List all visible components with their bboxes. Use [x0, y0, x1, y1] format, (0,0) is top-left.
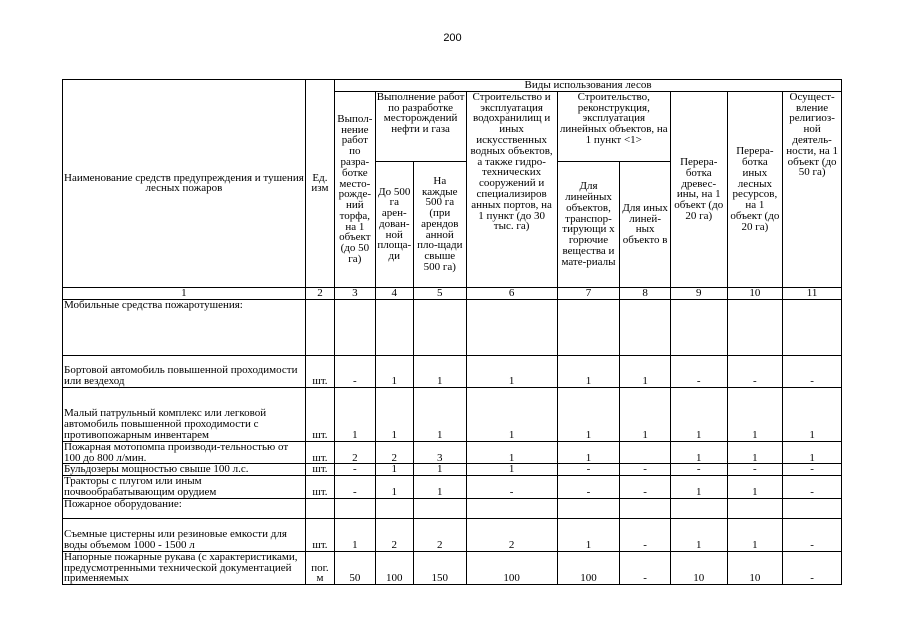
row-value: 1 [414, 476, 467, 499]
row-value: 2 [375, 441, 413, 464]
column-number-row [63, 287, 842, 299]
row-value [620, 441, 671, 464]
header-linear-sub-b: Для иных линей-ных объекто в [620, 161, 671, 287]
row-value [414, 498, 467, 518]
row-value: 50 [335, 551, 375, 584]
table-row [63, 441, 842, 464]
row-value: 1 [414, 387, 467, 441]
row-name: Тракторы с плугом или иным почвообрабатывающим орудием [63, 476, 306, 499]
row-value: 2 [335, 441, 375, 464]
row-value [466, 299, 557, 355]
row-value: - [783, 551, 842, 584]
row-value: 1 [557, 355, 620, 387]
row-unit: шт. [305, 464, 334, 476]
row-value: 3 [414, 441, 467, 464]
header-religious: Осущест-вление религиоз-ной деятель-ности, на 1 объект (до 50 га) [783, 91, 842, 287]
row-value: 100 [466, 551, 557, 584]
table-row [63, 476, 842, 499]
row-value: 1 [557, 387, 620, 441]
row-value [620, 498, 671, 518]
row-value: - [727, 464, 783, 476]
row-value [727, 299, 783, 355]
row-value: 1 [466, 355, 557, 387]
row-value: 1 [670, 518, 727, 551]
table-row [63, 498, 842, 518]
row-value: - [670, 464, 727, 476]
header-oil-gas: Выполнение работ по разработке месторождений нефти и газа [375, 91, 466, 161]
row-value [335, 299, 375, 355]
column-number-4: 4 [375, 287, 413, 299]
column-number-9: 9 [670, 287, 727, 299]
row-unit: пог. м [305, 551, 334, 584]
row-value: - [783, 518, 842, 551]
row-value [335, 498, 375, 518]
header-unit: Ед. изм [305, 80, 334, 288]
row-value: - [620, 464, 671, 476]
column-number-2: 2 [305, 287, 334, 299]
row-value [670, 299, 727, 355]
row-value [557, 498, 620, 518]
row-value: 1 [783, 387, 842, 441]
row-unit: шт. [305, 355, 334, 387]
row-name: Мобильные средства пожаротушения: [63, 299, 306, 355]
row-name: Малый патрульный комплекс или легковой автомобиль повышенной проходимости с противопожарным инвентарем [63, 387, 306, 441]
row-value: 1 [670, 387, 727, 441]
row-unit: шт. [305, 476, 334, 499]
row-value [557, 299, 620, 355]
table-row [63, 387, 842, 441]
row-value: - [670, 355, 727, 387]
row-value [375, 299, 413, 355]
row-value: 1 [335, 518, 375, 551]
column-number-11: 11 [783, 287, 842, 299]
row-value: 1 [466, 464, 557, 476]
header-linear: Строительство, реконструкция, эксплуатация линейных объектов, на 1 пункт <1> [557, 91, 670, 161]
row-unit [305, 498, 334, 518]
header-oil-sub-a: До 500 га арен-дован-ной площа-ди [375, 161, 413, 287]
row-value: 1 [335, 387, 375, 441]
row-name: Съемные цистерны или резиновые емкости для воды объемом 1000 - 1500 л [63, 518, 306, 551]
row-value: 1 [620, 387, 671, 441]
row-value [783, 299, 842, 355]
row-value: 1 [375, 476, 413, 499]
column-number-10: 10 [727, 287, 783, 299]
row-value: 1 [375, 355, 413, 387]
row-value [414, 299, 467, 355]
header-peat: Выпол-нение работ по разра-ботке место-рожде-ний торфа, на 1 объект (до 50 га) [335, 91, 375, 287]
row-value: 1 [783, 441, 842, 464]
column-number-6: 6 [466, 287, 557, 299]
row-name: Бульдозеры мощностью свыше 100 л.с. [63, 464, 306, 476]
row-value: 1 [670, 476, 727, 499]
row-unit: шт. [305, 441, 334, 464]
row-value [783, 498, 842, 518]
row-value: - [783, 464, 842, 476]
row-value: 1 [375, 464, 413, 476]
column-number-3: 3 [335, 287, 375, 299]
row-value: 1 [375, 387, 413, 441]
row-value: - [727, 355, 783, 387]
page-number: 200 [443, 32, 462, 44]
row-value [620, 299, 671, 355]
row-value [727, 498, 783, 518]
row-value: 1 [557, 441, 620, 464]
fire-equipment-table [62, 79, 842, 585]
row-value: 100 [375, 551, 413, 584]
row-value: - [335, 355, 375, 387]
row-value: 1 [620, 355, 671, 387]
row-value: 1 [414, 464, 467, 476]
row-value: - [620, 518, 671, 551]
row-value: 2 [466, 518, 557, 551]
row-unit [305, 299, 334, 355]
row-value: 1 [670, 441, 727, 464]
row-value: 1 [727, 476, 783, 499]
row-value: - [557, 464, 620, 476]
row-value: 1 [727, 387, 783, 441]
table-row [63, 464, 842, 476]
table-row [63, 355, 842, 387]
header-linear-sub-a: Для линейных объектов, транспор-тирующи х горючие вещества и мате-риалы [557, 161, 620, 287]
row-value: - [466, 476, 557, 499]
row-value: 1 [466, 441, 557, 464]
header-oil-sub-b: На каждые 500 га (при арендов анной пло-щади свыше 500 га) [414, 161, 467, 287]
column-number-5: 5 [414, 287, 467, 299]
column-number-7: 7 [557, 287, 620, 299]
row-value: 1 [557, 518, 620, 551]
row-value: - [620, 476, 671, 499]
table-row [63, 299, 842, 355]
row-value: 1 [466, 387, 557, 441]
header-group: Виды использования лесов [335, 80, 842, 92]
row-value: - [783, 476, 842, 499]
row-unit: шт. [305, 387, 334, 441]
row-value: 10 [670, 551, 727, 584]
row-name: Напорные пожарные рукава (с характеристиками, предусмотренными технической документацией применяемых [63, 551, 306, 584]
header-wood: Перера-ботка древес-ины, на 1 объект (до 20 га) [670, 91, 727, 287]
row-value: 1 [727, 518, 783, 551]
row-value: 150 [414, 551, 467, 584]
row-value: 10 [727, 551, 783, 584]
row-value: - [557, 476, 620, 499]
row-value: 2 [375, 518, 413, 551]
row-value: - [620, 551, 671, 584]
row-name: Бортовой автомобиль повышенной проходимости или вездеход [63, 355, 306, 387]
header-resources: Перера-ботка иных лесных ресурсов, на 1 объект (до 20 га) [727, 91, 783, 287]
table-row [63, 518, 842, 551]
row-value: - [335, 476, 375, 499]
row-name: Пожарная мотопомпа производи-тельностью от 100 до 800 л/мин. [63, 441, 306, 464]
column-number-1: 1 [63, 287, 306, 299]
row-value [466, 498, 557, 518]
header-water: Строительство и эксплуатация водохранилищ и иных искусственных водных объектов, а также гидро-технических сооружений и специализиров анных портов, на 1 пункт (до 30 тыс. га) [466, 91, 557, 287]
row-name: Пожарное оборудование: [63, 498, 306, 518]
row-value: - [335, 464, 375, 476]
row-value: - [783, 355, 842, 387]
header-name: Наименование средств предупреждения и тушения лесных пожаров [63, 80, 306, 288]
row-value [375, 498, 413, 518]
row-value [670, 498, 727, 518]
table-row [63, 551, 842, 584]
row-value: 1 [414, 355, 467, 387]
row-value: 1 [727, 441, 783, 464]
column-number-8: 8 [620, 287, 671, 299]
row-unit: шт. [305, 518, 334, 551]
row-value: 100 [557, 551, 620, 584]
row-value: 2 [414, 518, 467, 551]
